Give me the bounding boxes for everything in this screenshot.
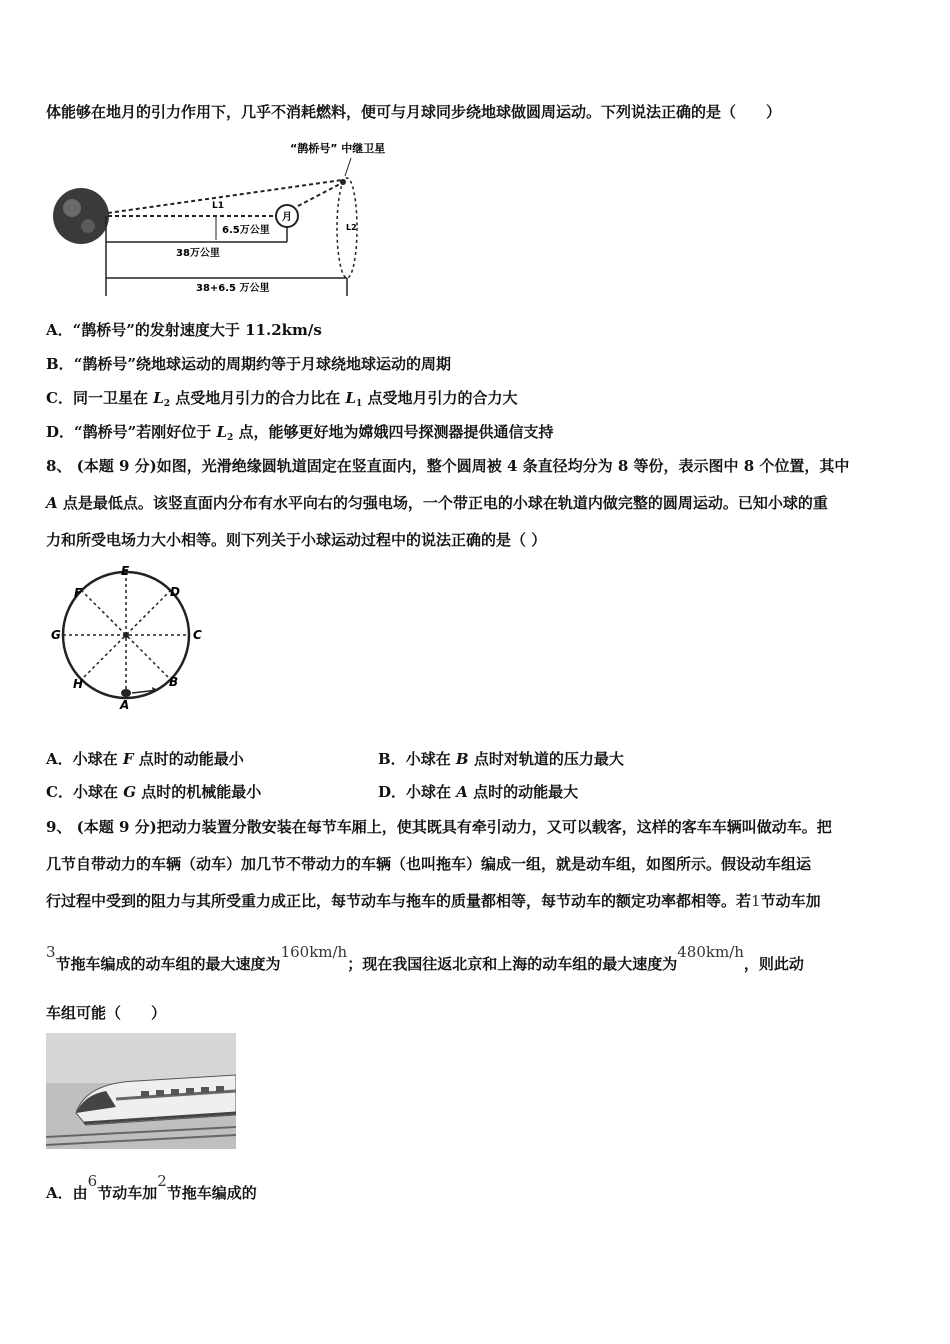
q7-option-d[interactable]: D．“鹊桥号”若刚好位于 $L_2$ 点，能够更好地为嫦娥四号探测器提供通信支持 (46, 423, 554, 443)
q9-stem-line1: 9、 (本题 9 分)把动力装置分散安装在每节车厢上，使其既具有牵引动力，又可以载客，这样的客车车辆叫做动车。把 (46, 818, 832, 836)
q8-option-a[interactable]: A．小球在 F 点时的动能最小 (46, 750, 244, 768)
q9-stem-line3: 行过程中受到的阻力与其所受重力成正比，每节动车与拖车的质量都相等，每节动车的额定功率都相等。若1节动车加 (46, 892, 821, 910)
dist-long: 38+6.5 万公里 (196, 283, 270, 294)
circular-track-figure (46, 562, 206, 712)
svg-text:E: E (121, 564, 130, 578)
q8-stem-line1: 8、 (本题 9 分)如图，光滑绝缘圆轨道固定在竖直面内，整个圆周被 4 条直径均分为 8 等份，表示图中 8 个位置，其中 (46, 457, 850, 475)
q8-option-b[interactable]: B．小球在 B 点时对轨道的压力最大 (378, 750, 624, 768)
q9-option-a[interactable]: A．由6节动车加2节拖车编成的 (46, 1172, 257, 1202)
ball-icon (121, 689, 131, 697)
q7-option-c[interactable]: C．同一卫星在 $L_2$ 点受地月引力的合力比在 $L_1$ 点受地月引力的合力大 (46, 389, 518, 409)
q9-stem-line2: 几节自带动力的车辆（动车）加几节不带动力的车辆（也叫拖车）编成一组，就是动车组，如图所示。假设动车组运 (46, 855, 812, 873)
svg-text:A: A (120, 698, 130, 712)
svg-text:H: H (73, 677, 84, 691)
bullet-train-photo (46, 1033, 236, 1149)
relay-satellite-icon (340, 179, 346, 185)
q9-stem-line5: 车组可能（ ） (46, 1004, 167, 1022)
earth-icon (53, 188, 109, 244)
svg-text:F: F (74, 586, 83, 600)
svg-text:B: B (169, 675, 179, 689)
q7-stem: 体能够在地月的引力作用下，几乎不消耗燃料，便可与月球同步绕地球做圆周运动。下列说法正确的是（ ） (46, 103, 782, 121)
q7-option-b[interactable]: B．“鹊桥号”绕地球运动的周期约等于月球绕地球运动的周期 (46, 355, 451, 373)
q7-option-a[interactable]: A．“鹊桥号”的发射速度大于 11.2km/s (46, 321, 322, 339)
dist-mid: 38万公里 (176, 248, 220, 259)
q8-option-c[interactable]: C．小球在 G 点时的机械能最小 (46, 783, 262, 801)
earth-moon-relay-figure (46, 138, 406, 300)
svg-text:C: C (193, 628, 202, 642)
q9-stem-line4: 3节拖车编成的动车组的最大速度为160km/h；现在我国往返北京和上海的动车组的最大速度为480km/h，则此动 (46, 943, 804, 973)
q8-stem-line2: A 点是最低点。该竖直面内分布有水平向右的匀强电场，一个带正电的小球在轨道内做完整的圆周运动。已知小球的重 (46, 494, 828, 512)
q8-option-d[interactable]: D．小球在 A 点时的动能最大 (378, 783, 579, 801)
l1-label: L1 (212, 201, 224, 211)
dist-short: 6.5万公里 (222, 225, 270, 236)
q8-stem-line3: 力和所受电场力大小相等。则下列关于小球运动过程中的说法正确的是（ ） (46, 531, 547, 549)
svg-text:D: D (170, 585, 180, 599)
svg-text:G: G (51, 628, 61, 642)
relay-label: “鹊桥号” 中继卫星 (290, 142, 386, 155)
moon-label: 月 (282, 212, 292, 223)
l2-label: L2 (346, 223, 357, 232)
